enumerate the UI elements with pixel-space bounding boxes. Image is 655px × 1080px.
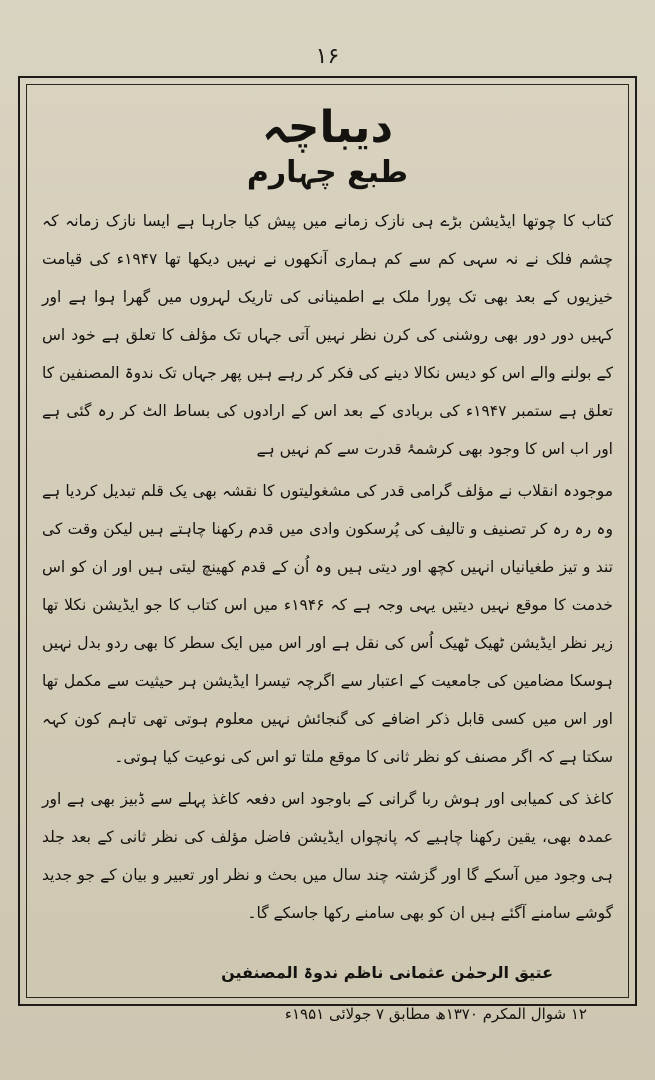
page-content (42, 96, 613, 1028)
paragraph: کتاب کا چوتھا ایڈیشن بڑے ہی نازک زمانے میں پیش کیا جارہا ہے ایسا نازک زمانہ کہ چشم فلک نے نہ سہی کم سے کم ہماری آنکھوں نے نہیں دیکھا تھا ۱۹۴۷ء کی قیامت خیزیوں کے بعد بھی تک پورا ملک بے اطمینانی کی تاریک لہروں میں گھرا ہوا ہے اور کہیں دور دور بھی روشنی کی کرن نظر نہیں آتی جہاں تک مؤلف کا تعلق ہے خود اس کے بولنے والے اس کو دیس نکالا دینے کی فکر کر رہے ہیں پھر جہاں تک ندوۃ المصنفین کا تعلق ہے ستمبر ۱۹۴۷ء کی بربادی کے بعد اس کے ارادوں کی بساط الٹ کر رہ گئی ہے اور اب اس کا وجود بھی کرشمۂ قدرت سے کم نہیں ہے (42, 212, 614, 458)
paragraph: موجودہ انقلاب نے مؤلف گرامی قدر کی مشغولیتوں کا نقشہ بھی یک قلم تبدیل کردیا ہے وہ رہ رہ کر تصنیف و تالیف کی پُرسکون وادی میں قدم رکھنا چاہتے ہیں لیکن وقت کی تند و تیز طغیانیاں انہیں کچھ اور دیتی ہیں وہ اُن کے قدم کھینچ لیتی ہیں اور ان کو اس خدمت کا موقع نہیں دیتیں یہی وجہ ہے کہ ۱۹۴۶ء میں اس کتاب کا جو ایڈیشن نکلا تھا زیر نظر ایڈیشن ٹھیک ٹھیک اُس کی نقل ہے اور اس میں ایک سطر کا بھی ردو بدل نہیں ہوسکا مضامین کی جامعیت کے اعتبار سے اگرچہ تیسرا ایڈیشن ہر حیثیت سے مکمل تھا اور اس میں کسی قابل ذکر اضافے کی گنجائش نہیں معلوم ہوتی تھی تاہم کون کہہ سکتا ہے کہ اگر مصنف کو نظر ثانی کا موقع ملتا تو اس کی نوعیت کیا ہوتی۔ (42, 482, 613, 766)
page-title: دیباچہ (261, 102, 394, 153)
signature-date: ۱۲ شوال المکرم ۱۳۷۰ھ مطابق ۷ جولائی ۱۹۵۱ء (284, 1005, 587, 1023)
page-border (18, 76, 637, 1023)
page-number: ۱۶ (315, 44, 340, 69)
author-signature: عتیق الرحمٰن عثمانی ناظم ندوۃ المصنفین (221, 963, 553, 982)
page-subtitle: طبع چہارم (246, 155, 409, 190)
paragraph: کاغذ کی کمیابی اور ہوش ربا گرانی کے باوجود اس دفعہ کاغذ پہلے سے ڈبیز بھی ہے اور عمدہ بھی، یقین رکھنا چاہیے کہ پانچواں ایڈیشن فاضل مؤلف کی نظر ثانی کے بعد جلد ہی وجود میں آسکے گا اور گزشتہ چند سال میں بحث و نظر اور تعبیر و بیان کے جو جدید گوشے سامنے آگئے ہیں ان کو بھی سامنے رکھا جاسکے گا۔ (42, 790, 613, 922)
